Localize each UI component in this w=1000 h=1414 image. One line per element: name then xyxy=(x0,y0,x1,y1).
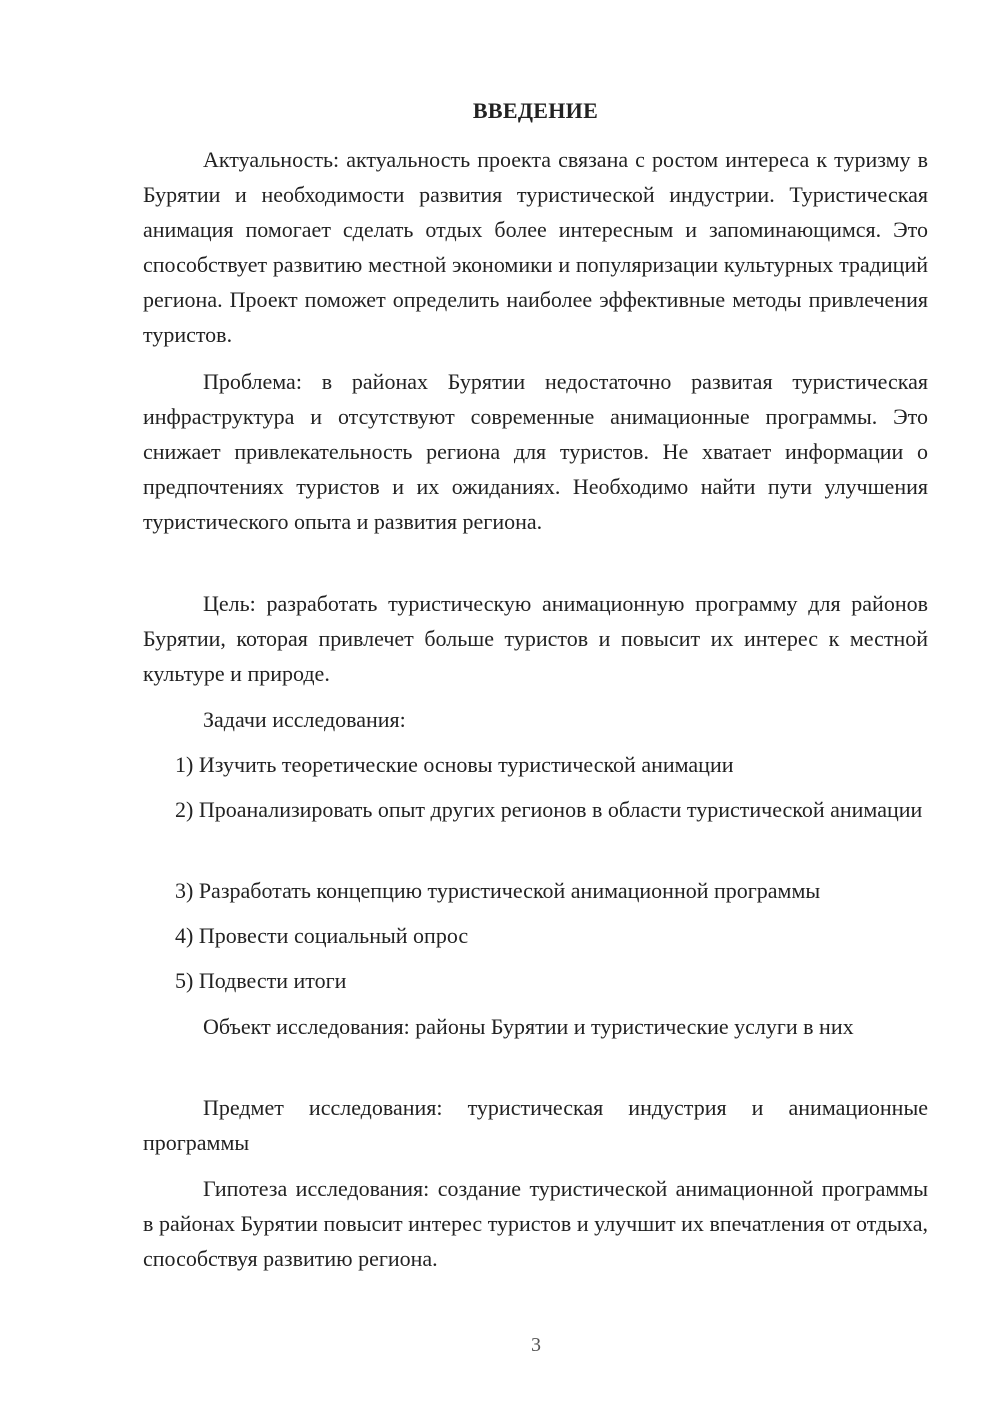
problem-paragraph: Проблема: в районах Бурятии недостаточно развитая туристическая инфраструктура и отсутствуют современные анимационные программы. Это снижает привлекательность региона для туристов. Не хватает информации о предпочтениях туристов и их ожиданиях. Необходимо найти пути улучшения туристического опыта и развития региона. xyxy=(143,369,928,534)
goal-paragraph: Цель: разработать туристическую анимационную программу для районов Бурятии, которая привлечет больше туристов и повысит их интерес к местной культуре и природе. xyxy=(143,591,928,686)
page-number: 3 xyxy=(531,1334,541,1356)
hypothesis-paragraph: Гипотеза исследования: создание туристической анимационной программы в районах Бурятии повысит интерес туристов и улучшит их впечатления от отдыха, способствуя развитию региона. xyxy=(143,1176,928,1271)
task-item-2: 2) Проанализировать опыт других регионов в области туристической анимации xyxy=(175,797,923,822)
task-item-5: 5) Подвести итоги xyxy=(175,968,347,993)
relevance-paragraph: Актуальность: актуальность проекта связана с ростом интереса к туризму в Бурятии и необходимости развития туристической индустрии. Туристическая анимация помогает сделать отдых более интересным и запоминающимся. Это способствует развитию местной экономики и популяризации культурных традиций региона. Проект поможет определить наиболее эффективные методы привлечения туристов. xyxy=(143,147,928,347)
subject-paragraph: Предмет исследования: туристическая индустрия и анимационные программы xyxy=(143,1095,928,1155)
section-title: ВВЕДЕНИЕ xyxy=(472,98,599,123)
task-item-3: 3) Разработать концепцию туристической анимационной программы xyxy=(175,878,821,903)
task-item-1: 1) Изучить теоретические основы туристической анимации xyxy=(175,752,734,777)
task-item-4: 4) Провести социальный опрос xyxy=(175,923,469,948)
object-paragraph: Объект исследования: районы Бурятии и туристические услуги в них xyxy=(203,1014,854,1039)
tasks-heading: Задачи исследования: xyxy=(203,707,406,732)
